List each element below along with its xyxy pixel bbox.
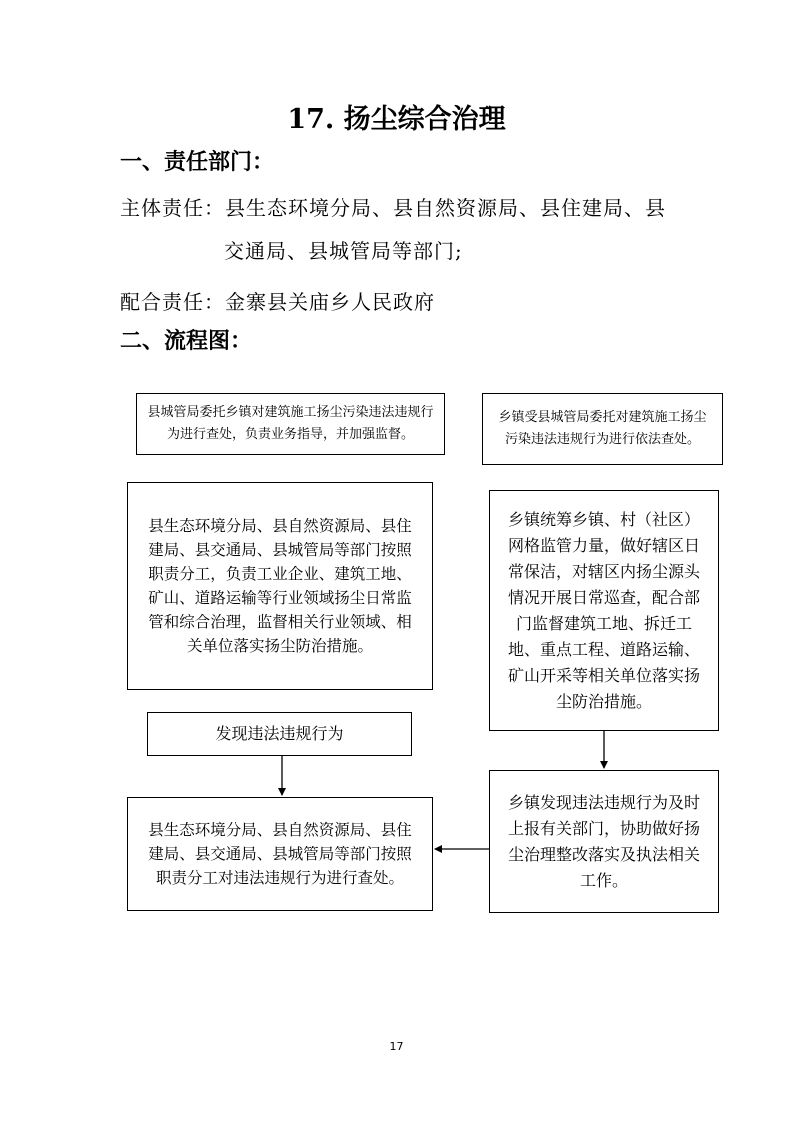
main-responsibility-label: 主体责任： xyxy=(120,196,225,220)
main-responsibility-text-2: 交通局、县城管局等部门; xyxy=(224,239,463,263)
flow-text-left-duty: 县生态环境分局、县自然资源局、县住建局、县交通局、县城管局等部门按照职责分工，负责工业企业、建筑工地、矿山、道路运输等行业领域扬尘日常监管和综合治理，监督相关行业领域、相关单位落实扬尘防治措施。 xyxy=(148,517,412,655)
flow-text-left-handle: 县生态环境分局、县自然资源局、县住建局、县交通局、县城管局等部门按照职责分工对违法违规行为进行查处。 xyxy=(148,821,412,887)
flow-text-right-delegation: 乡镇受县城管局委托对建筑施工扬尘污染违法违规行为进行依法查处。 xyxy=(498,410,707,447)
page-number: 17 xyxy=(389,1040,404,1053)
flow-text-right-duty: 乡镇统筹乡镇、村（社区）网格监管力量，做好辖区日常保洁，对辖区内扬尘源头情况开展日常巡查，配合部门监督建筑工地、拆迁工地、重点工程、道路运输、矿山开采等相关单位落实扬尘防治措施。 xyxy=(507,509,700,711)
coop-responsibility-text: 金寨县关庙乡人民政府 xyxy=(225,290,435,314)
coop-responsibility-label: 配合责任： xyxy=(120,290,225,314)
flow-text-right-report: 乡镇发现违法违规行为及时上报有关部门，协助做好扬尘治理整改落实及执法相关工作。 xyxy=(507,792,700,890)
page-title: 17. 扬尘综合治理 xyxy=(287,104,506,135)
flow-text-left-find: 发现违法违规行为 xyxy=(215,724,344,743)
section-heading-responsibility: 一、责任部门： xyxy=(120,149,275,175)
flow-text-left-delegation: 县城管局委托乡镇对建筑施工扬尘污染违法违规行为进行查处，负责业务指导，并加强监督。 xyxy=(147,405,434,442)
main-responsibility-text-1: 县生态环境分局、县自然资源局、县住建局、县 xyxy=(225,196,666,220)
section-heading-flowchart: 二、流程图： xyxy=(120,328,253,354)
